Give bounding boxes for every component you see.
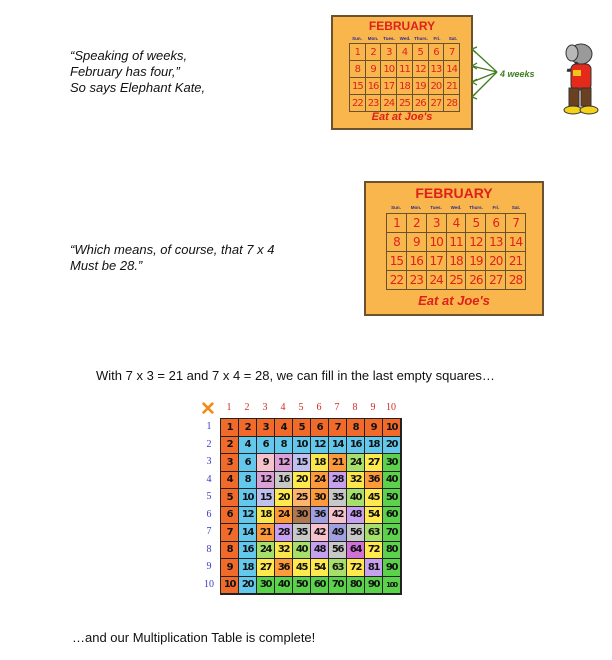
calendar-date: 23 [407,271,427,290]
weekday-label: Mon. [410,205,422,210]
product-cell: 10 [221,577,239,595]
calendar-date: 2 [366,44,382,61]
calendar-date: 25 [447,271,467,290]
product-cell: 100 [383,577,401,595]
product-cell: 54 [365,507,383,525]
product-cell: 15 [257,489,275,507]
product-cell: 24 [311,472,329,490]
product-cell: 6 [239,454,257,472]
calendar-date: 11 [447,233,467,252]
column-header: 1 [226,402,232,413]
product-cell: 20 [293,472,311,490]
product-cell: 6 [221,507,239,525]
calendar-dates-grid [386,213,526,290]
row-header: 6 [206,508,212,520]
product-cell: 80 [383,542,401,560]
product-cell: 24 [347,454,365,472]
calendar-date: 25 [397,95,413,112]
product-cell: 16 [239,542,257,560]
calendar-date: 4 [397,44,413,61]
product-cell: 18 [365,437,383,455]
calendar-date: 12 [413,61,429,78]
product-cell: 15 [293,454,311,472]
product-cell: 49 [329,524,347,542]
calendar-date: 20 [429,78,445,95]
calendar-date: 6 [486,214,506,233]
column-header: 2 [244,402,250,413]
product-cell: 60 [311,577,329,595]
multiplication-grid [220,418,402,595]
calendar-date: 20 [486,252,506,271]
product-cell: 24 [257,542,275,560]
calendar-date: 27 [429,95,445,112]
product-cell: 18 [257,507,275,525]
arrowhead-3 [472,79,477,85]
calendar-date: 18 [397,78,413,95]
product-cell: 72 [365,542,383,560]
verse-2 [70,242,274,274]
calendar-date: 28 [506,271,526,290]
product-cell: 72 [347,559,365,577]
weekday-label: Wed. [450,205,462,210]
product-cell: 40 [383,472,401,490]
product-cell: 20 [239,577,257,595]
verse-1-line-2: February has four,” [70,64,180,79]
product-cell: 2 [239,419,257,437]
product-cell: 7 [221,524,239,542]
calendar-date: 3 [381,44,397,61]
calendar-date: 5 [466,214,486,233]
product-cell: 18 [311,454,329,472]
row-header: 3 [206,456,212,467]
product-cell: 8 [239,472,257,490]
verse-2-line-2: Must be 28.” [70,258,143,273]
calendar-date: 16 [407,252,427,271]
product-cell: 12 [239,507,257,525]
product-cell: 7 [329,419,347,437]
product-cell: 24 [275,507,293,525]
weekday-label: Sat. [448,36,458,41]
product-cell: 6 [311,419,329,437]
weeks-arrows [0,0,612,140]
product-cell: 30 [383,454,401,472]
calendar-weekdays [386,205,526,210]
calendar-date: 14 [506,233,526,252]
calendar-sign: Eat at Joe's [371,111,433,123]
product-cell: 32 [347,472,365,490]
calendar-date: 15 [387,252,407,271]
product-cell: 54 [311,559,329,577]
column-header: 5 [298,402,304,413]
weekday-label: Mon. [367,36,379,41]
product-cell: 35 [293,524,311,542]
calendar-date: 13 [486,233,506,252]
calendar-date: 24 [427,271,447,290]
product-cell: 36 [365,472,383,490]
product-cell: 28 [275,524,293,542]
product-cell: 5 [221,489,239,507]
product-cell: 36 [311,507,329,525]
product-cell: 10 [383,419,401,437]
product-cell: 5 [293,419,311,437]
product-cell: 42 [329,507,347,525]
calendar-date: 19 [466,252,486,271]
product-cell: 8 [347,419,365,437]
product-cell: 63 [329,559,347,577]
column-header: 3 [262,402,268,413]
calendar-title: FEBRUARY [415,185,493,201]
verse-1-line-1: “Speaking of weeks, [70,48,188,63]
product-cell: 6 [257,437,275,455]
product-cell: 32 [275,542,293,560]
product-cell: 70 [329,577,347,595]
row-header: 10 [204,578,214,590]
product-cell: 3 [221,454,239,472]
calendar-date: 2 [407,214,427,233]
product-cell: 9 [257,454,275,472]
product-cell: 8 [221,542,239,560]
product-cell: 30 [293,507,311,525]
product-cell: 4 [239,437,257,455]
column-header: 10 [386,402,396,413]
row-header: 7 [206,526,212,537]
weekday-label: Thurs. [469,205,483,210]
product-cell: 14 [329,437,347,455]
product-cell: 28 [329,472,347,490]
product-cell: 27 [257,559,275,577]
product-cell: 1 [221,419,239,437]
weekday-label: Sun. [352,36,362,41]
calendar-date: 21 [444,78,460,95]
product-cell: 16 [275,472,293,490]
calendar-date: 1 [350,44,366,61]
calendar-date: 24 [381,95,397,112]
product-cell: 81 [365,559,383,577]
calendar-date: 13 [429,61,445,78]
weekday-label: Fri. [492,205,500,210]
calendar-date: 21 [506,252,526,271]
column-header: 7 [334,402,340,413]
calendar-date: 22 [387,271,407,290]
weeks-label: 4 weeks [500,69,535,79]
product-cell: 56 [347,524,365,542]
product-cell: 80 [347,577,365,595]
product-cell: 9 [365,419,383,437]
product-cell: 25 [293,489,311,507]
product-cell: 10 [239,489,257,507]
calendar-title: FEBRUARY [368,19,436,33]
calendar-date: 16 [366,78,382,95]
calendar-date: 23 [366,95,382,112]
calendar-date: 9 [407,233,427,252]
product-cell: 50 [293,577,311,595]
product-cell: 40 [347,489,365,507]
calendar-date: 27 [486,271,506,290]
product-cell: 42 [311,524,329,542]
multiply-icon: ✕ [200,399,216,420]
product-cell: 48 [347,507,365,525]
weekday-label: Sun. [391,205,401,210]
product-cell: 4 [275,419,293,437]
calendar-date: 8 [387,233,407,252]
row-header: 5 [206,491,212,502]
product-cell: 2 [221,437,239,455]
complete-text: …and our Multiplication Table is complete! [72,630,316,645]
calendar-date: 10 [381,61,397,78]
calendar-date: 22 [350,95,366,112]
product-cell: 45 [365,489,383,507]
product-cell: 90 [383,559,401,577]
february-calendar-2 [364,181,544,316]
elephant-kate-illustration [553,40,603,120]
weekday-label: Tues. [430,205,442,210]
row-header: 9 [206,561,212,572]
product-cell: 4 [221,472,239,490]
product-cell: 20 [383,437,401,455]
product-cell: 40 [275,577,293,595]
verse-2-line-1: “Which means, of course, that 7 x 4 [70,242,275,257]
product-cell: 12 [257,472,275,490]
calendar-date: 7 [506,214,526,233]
calendar-date: 8 [350,61,366,78]
calendar-date: 26 [413,95,429,112]
column-header: 9 [370,402,376,413]
row-header: 2 [206,438,212,450]
column-header: 8 [352,402,358,413]
row-header: 8 [206,543,212,555]
calendar-date: 3 [427,214,447,233]
weekday-label: Wed. [399,36,411,41]
product-cell: 9 [221,559,239,577]
product-cell: 21 [257,524,275,542]
calendar-sign: Eat at Joe's [418,293,490,308]
weekday-label: Sat. [511,205,521,210]
calendar-date: 28 [444,95,460,112]
product-cell: 12 [311,437,329,455]
product-cell: 63 [365,524,383,542]
arrowhead-4 [472,93,477,99]
product-cell: 20 [275,489,293,507]
calendar-date: 7 [444,44,460,61]
product-cell: 40 [293,542,311,560]
product-cell: 30 [311,489,329,507]
calendar-date: 11 [397,61,413,78]
calendar-date: 10 [427,233,447,252]
column-header: 6 [316,402,322,413]
product-cell: 27 [365,454,383,472]
calendar-date: 26 [466,271,486,290]
product-cell: 21 [329,454,347,472]
fill-in-text: With 7 x 3 = 21 and 7 x 4 = 28, we can fill in the last empty squares… [96,368,495,383]
calendar-date: 6 [429,44,445,61]
calendar-date: 17 [381,78,397,95]
column-header: 4 [280,402,286,413]
product-cell: 48 [311,542,329,560]
weekday-label: Thurs. [414,36,428,41]
calendar-date: 9 [366,61,382,78]
calendar-date: 15 [350,78,366,95]
calendar-date: 14 [444,61,460,78]
product-cell: 35 [329,489,347,507]
calendar-date: 19 [413,78,429,95]
product-cell: 10 [293,437,311,455]
verse-1-line-3: So says Elephant Kate, [70,80,206,95]
product-cell: 14 [239,524,257,542]
calendar-date: 5 [413,44,429,61]
calendar-date: 17 [427,252,447,271]
product-cell: 50 [383,489,401,507]
product-cell: 3 [257,419,275,437]
calendar-date: 12 [466,233,486,252]
product-cell: 90 [365,577,383,595]
product-cell: 60 [383,507,401,525]
product-cell: 16 [347,437,365,455]
weekday-label: Fri. [433,36,441,41]
product-cell: 45 [293,559,311,577]
product-cell: 18 [239,559,257,577]
product-cell: 8 [275,437,293,455]
weekday-label: Tues. [383,36,395,41]
product-cell: 36 [275,559,293,577]
product-cell: 12 [275,454,293,472]
calendar-date: 4 [447,214,467,233]
row-header: 4 [206,473,212,485]
calendar-date: 18 [447,252,467,271]
product-cell: 56 [329,542,347,560]
row-header: 1 [206,421,212,432]
product-cell: 30 [257,577,275,595]
calendar-date: 1 [387,214,407,233]
product-cell: 64 [347,542,365,560]
product-cell: 70 [383,524,401,542]
